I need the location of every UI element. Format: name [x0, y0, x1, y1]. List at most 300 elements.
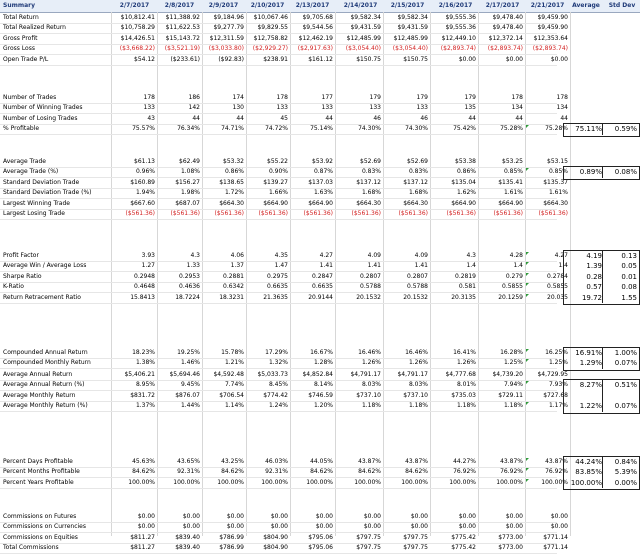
table-cell[interactable]: $9,544.56 — [302, 24, 333, 32]
table-cell[interactable]: $12,311.59 — [209, 34, 244, 42]
table-cell[interactable]: $14,426.51 — [120, 34, 155, 42]
table-cell[interactable]: 133 — [321, 104, 333, 112]
date-header[interactable]: 2/16/2017 — [438, 2, 473, 9]
table-cell[interactable]: $839.40 — [175, 533, 200, 541]
table-cell[interactable]: 100.00% — [449, 478, 476, 486]
average-value[interactable]: 44.24% — [575, 458, 602, 466]
average-value[interactable]: 16.91% — [575, 349, 602, 357]
table-cell[interactable]: 1.41 — [414, 262, 428, 270]
table-cell[interactable]: $786.99 — [219, 533, 244, 541]
table-cell[interactable]: 1.63% — [313, 189, 333, 197]
table-cell[interactable]: 1.68% — [361, 189, 381, 197]
average-value[interactable]: 1.22% — [579, 402, 602, 411]
table-cell[interactable]: 74.30% — [358, 125, 381, 133]
table-cell[interactable]: $4,791.17 — [397, 371, 428, 378]
table-cell[interactable]: $811.27 — [130, 544, 155, 552]
table-cell[interactable]: 15.78% — [221, 349, 244, 356]
table-cell[interactable]: $0.00 — [226, 513, 244, 520]
row-label[interactable]: Compounded Annual Return — [3, 349, 88, 356]
table-cell[interactable]: 43.87% — [500, 458, 523, 465]
table-cell[interactable]: 84.62% — [405, 468, 428, 476]
table-cell[interactable]: $797.75 — [403, 533, 428, 541]
table-cell[interactable]: $9,582.34 — [397, 14, 428, 21]
table-cell[interactable]: 21.3635 — [263, 293, 288, 301]
table-cell[interactable]: $0.00 — [550, 513, 568, 520]
table-cell[interactable]: ($3,054.40) — [392, 45, 428, 53]
table-cell[interactable]: $0.00 — [315, 513, 333, 520]
table-cell[interactable]: 178 — [143, 94, 155, 101]
table-cell[interactable]: $771.14 — [543, 533, 568, 541]
row-label[interactable]: Total Realized Return — [3, 24, 66, 32]
table-cell[interactable]: ($561.36) — [446, 210, 476, 217]
table-cell[interactable]: 75.42% — [453, 125, 476, 133]
table-cell[interactable]: $62.49 — [179, 158, 200, 165]
row-label[interactable]: Average Trade — [3, 158, 46, 165]
row-label[interactable]: Standard Deviation Trade (%) — [3, 189, 92, 197]
average-value[interactable]: 19.72 — [581, 293, 602, 302]
table-cell[interactable]: $9,555.36 — [445, 24, 476, 32]
table-cell[interactable]: 100.00% — [261, 478, 288, 486]
table-cell[interactable]: 0.2953 — [179, 272, 200, 280]
table-cell[interactable]: 100.00% — [173, 478, 200, 486]
table-cell[interactable]: 44 — [468, 114, 476, 122]
table-cell[interactable]: 16.25% — [545, 349, 568, 356]
table-cell[interactable]: 4.06 — [230, 252, 244, 259]
table-cell[interactable]: 4.27 — [554, 252, 568, 259]
table-cell[interactable]: 0.83% — [408, 168, 428, 176]
table-cell[interactable]: $0.00 — [505, 513, 523, 520]
table-cell[interactable]: 100.00% — [306, 478, 333, 486]
table-cell[interactable]: 1.28% — [313, 359, 333, 367]
table-cell[interactable]: 0.90% — [268, 168, 288, 176]
table-cell[interactable]: 179 — [464, 94, 476, 101]
table-cell[interactable]: 0.6635 — [312, 283, 333, 291]
table-cell[interactable]: 16.67% — [310, 349, 333, 356]
average-value[interactable]: 1.39 — [586, 262, 602, 271]
table-cell[interactable]: ($561.36) — [538, 210, 568, 217]
row-label[interactable]: Return Retracement Ratio — [3, 293, 81, 301]
table-cell[interactable]: $4,791.17 — [350, 371, 381, 378]
table-cell[interactable]: $0.00 — [410, 513, 428, 520]
table-cell[interactable]: 18.3231 — [219, 293, 244, 301]
row-label[interactable]: Average Monthly Return — [3, 391, 76, 399]
table-cell[interactable]: 8.45% — [268, 381, 288, 389]
table-cell[interactable]: 20.035 — [547, 293, 568, 301]
average-value[interactable]: 83.85% — [575, 468, 602, 477]
table-cell[interactable]: $706.54 — [219, 391, 244, 399]
table-cell[interactable]: $0.00 — [315, 523, 333, 531]
table-cell[interactable]: $0.00 — [270, 513, 288, 520]
table-cell[interactable]: 1.27 — [141, 262, 155, 270]
table-cell[interactable]: $52.69 — [407, 158, 428, 165]
table-cell[interactable]: $5,694.46 — [169, 371, 200, 378]
table-cell[interactable]: $135.37 — [543, 178, 568, 186]
table-cell[interactable]: $727.68 — [543, 391, 568, 399]
table-cell[interactable]: 43.25% — [221, 458, 244, 465]
table-cell[interactable]: $9,431.59 — [350, 24, 381, 32]
table-cell[interactable]: 1.38% — [135, 359, 155, 367]
table-cell[interactable]: 0.2847 — [312, 272, 333, 280]
table-cell[interactable]: 43.87% — [545, 458, 568, 465]
table-cell[interactable]: 43.65% — [177, 458, 200, 465]
table-cell[interactable]: $797.75 — [356, 533, 381, 541]
table-cell[interactable]: $664.30 — [403, 199, 428, 207]
table-cell[interactable]: $795.06 — [308, 533, 333, 541]
date-header[interactable]: 2/15/2017 — [390, 2, 425, 9]
table-cell[interactable]: 178 — [276, 94, 288, 101]
table-cell[interactable]: 15.8413 — [130, 293, 155, 301]
table-cell[interactable]: $0.00 — [137, 523, 155, 531]
table-cell[interactable]: 4.3 — [466, 252, 476, 259]
table-cell[interactable]: ($3,521.19) — [164, 45, 200, 53]
table-cell[interactable]: $9,277.79 — [213, 24, 244, 32]
table-cell[interactable]: 0.2948 — [134, 272, 155, 280]
table-cell[interactable]: 0.85% — [548, 168, 568, 176]
table-cell[interactable]: 1.08% — [180, 168, 200, 176]
table-cell[interactable]: $664.90 — [308, 199, 333, 207]
table-cell[interactable]: 75.57% — [132, 125, 155, 133]
row-label[interactable]: Percent Years Profitable — [3, 478, 74, 486]
row-label[interactable]: Total Commissions — [3, 544, 59, 552]
std-dev-value[interactable]: 1.55 — [621, 293, 637, 302]
summary-header[interactable]: Summary — [3, 2, 36, 9]
row-label[interactable]: Total Return — [3, 14, 39, 21]
table-cell[interactable]: $160.89 — [130, 178, 155, 186]
table-cell[interactable]: $773.00 — [498, 533, 523, 541]
table-cell[interactable]: 4.09 — [367, 252, 381, 259]
table-cell[interactable]: 1.33 — [186, 262, 200, 270]
table-cell[interactable]: 1.37 — [230, 262, 244, 270]
table-cell[interactable]: 20.1532 — [403, 293, 428, 301]
table-cell[interactable]: $771.14 — [543, 544, 568, 552]
table-cell[interactable]: $0.00 — [270, 523, 288, 531]
table-cell[interactable]: 4.28 — [509, 252, 523, 259]
table-cell[interactable]: $9,459.90 — [537, 14, 568, 21]
table-cell[interactable]: 130 — [232, 104, 244, 112]
table-cell[interactable]: $12,462.19 — [298, 34, 333, 42]
table-cell[interactable]: $0.00 — [550, 55, 568, 63]
table-cell[interactable]: 0.87% — [313, 168, 333, 176]
table-cell[interactable]: 134 — [511, 104, 523, 112]
table-cell[interactable]: 1.61% — [503, 189, 523, 197]
table-cell[interactable]: 8.03% — [361, 381, 381, 389]
table-cell[interactable]: $4,852.84 — [302, 371, 333, 378]
table-cell[interactable]: 20.1532 — [356, 293, 381, 301]
table-cell[interactable]: 1.25% — [548, 359, 568, 367]
table-cell[interactable]: 174 — [232, 94, 244, 101]
table-cell[interactable]: $11,388.92 — [165, 14, 200, 21]
table-cell[interactable]: ($561.36) — [258, 210, 288, 217]
table-cell[interactable]: 133 — [369, 104, 381, 112]
table-cell[interactable]: $9,829.55 — [257, 24, 288, 32]
std-dev-value[interactable]: 0.07% — [614, 359, 637, 368]
std-dev-value[interactable]: 0.51% — [614, 381, 637, 390]
table-cell[interactable]: 84.62% — [132, 468, 155, 476]
table-cell[interactable]: 1.41 — [367, 262, 381, 270]
table-cell[interactable]: 75.28% — [545, 125, 568, 133]
table-cell[interactable]: 1.18% — [408, 402, 428, 410]
table-cell[interactable]: 4.3 — [190, 252, 200, 259]
row-label[interactable]: Number of Losing Trades — [3, 114, 78, 122]
table-cell[interactable]: 0.96% — [135, 168, 155, 176]
table-cell[interactable]: $775.42 — [451, 533, 476, 541]
table-cell[interactable]: 44 — [192, 114, 200, 122]
table-cell[interactable]: $0.00 — [182, 523, 200, 531]
table-cell[interactable]: 3.93 — [141, 252, 155, 259]
table-cell[interactable]: $0.00 — [505, 523, 523, 531]
table-cell[interactable]: 75.14% — [310, 125, 333, 133]
table-cell[interactable]: ($561.36) — [493, 210, 523, 217]
row-label[interactable]: Compounded Monthly Return — [3, 359, 91, 367]
table-cell[interactable]: 1.18% — [361, 402, 381, 410]
row-label[interactable]: Average Annual Return (%) — [3, 381, 85, 389]
table-cell[interactable]: $135.04 — [451, 178, 476, 186]
average-value[interactable]: 0.28 — [586, 272, 602, 281]
table-cell[interactable]: 46 — [420, 114, 428, 122]
table-cell[interactable]: 100.00% — [128, 478, 155, 486]
table-cell[interactable]: 43.87% — [405, 458, 428, 465]
table-cell[interactable]: 46.03% — [265, 458, 288, 465]
table-cell[interactable]: ($561.36) — [170, 210, 200, 217]
table-cell[interactable]: $137.12 — [403, 178, 428, 186]
table-cell[interactable]: 44 — [560, 114, 568, 122]
table-cell[interactable]: $735.03 — [451, 391, 476, 399]
table-cell[interactable]: $664.90 — [498, 199, 523, 207]
table-cell[interactable]: ($2,893.74) — [532, 45, 568, 53]
table-cell[interactable]: $795.06 — [308, 544, 333, 552]
table-cell[interactable]: 0.5855 — [502, 283, 523, 291]
table-cell[interactable]: $161.12 — [308, 55, 333, 63]
table-cell[interactable]: 134 — [556, 104, 568, 112]
table-cell[interactable]: ($2,917.63) — [297, 45, 333, 53]
row-label[interactable]: Open Trade P/L — [3, 55, 49, 63]
table-cell[interactable]: 76.34% — [177, 125, 200, 133]
table-cell[interactable]: 17.29% — [265, 349, 288, 356]
table-cell[interactable]: 92.31% — [177, 468, 200, 476]
table-cell[interactable]: ($561.36) — [125, 210, 155, 217]
table-cell[interactable]: 0.5855 — [547, 283, 568, 291]
average-value[interactable]: 0.89% — [579, 168, 602, 177]
table-cell[interactable]: $729.11 — [498, 391, 523, 399]
row-label[interactable]: Gross Profit — [3, 34, 38, 42]
table-cell[interactable]: $53.25 — [502, 158, 523, 165]
table-cell[interactable]: 92.31% — [265, 468, 288, 476]
row-label[interactable]: Average Annual Return — [3, 371, 73, 378]
table-cell[interactable]: $137.03 — [308, 178, 333, 186]
table-cell[interactable]: 0.86% — [224, 168, 244, 176]
table-cell[interactable]: 133 — [416, 104, 428, 112]
table-cell[interactable]: $811.27 — [130, 533, 155, 541]
table-cell[interactable]: 1.72% — [224, 189, 244, 197]
table-cell[interactable]: 1.20% — [313, 402, 333, 410]
table-cell[interactable]: 0.2819 — [455, 272, 476, 280]
std-dev-header[interactable]: Std Dev — [608, 2, 636, 9]
average-value[interactable]: 4.19 — [586, 252, 602, 260]
row-label[interactable]: % Profitable — [3, 125, 40, 133]
table-cell[interactable]: $876.07 — [175, 391, 200, 399]
table-cell[interactable]: $54.12 — [134, 55, 155, 63]
table-cell[interactable]: 1.4 — [558, 262, 568, 270]
std-dev-value[interactable]: 0.01 — [621, 272, 637, 281]
table-cell[interactable]: $53.92 — [312, 158, 333, 165]
table-cell[interactable]: $150.75 — [403, 55, 428, 63]
table-cell[interactable]: 84.62% — [310, 468, 333, 476]
table-cell[interactable]: $773.00 — [498, 544, 523, 552]
table-cell[interactable]: $0.00 — [410, 523, 428, 531]
table-cell[interactable]: $0.00 — [226, 523, 244, 531]
table-cell[interactable]: 8.01% — [456, 381, 476, 389]
table-cell[interactable]: 1.26% — [408, 359, 428, 367]
average-value[interactable]: 0.57 — [586, 283, 602, 292]
table-cell[interactable]: $775.42 — [451, 544, 476, 552]
table-cell[interactable]: $0.00 — [458, 55, 476, 63]
table-cell[interactable]: $0.00 — [182, 513, 200, 520]
table-cell[interactable]: 46 — [373, 114, 381, 122]
table-cell[interactable]: 135 — [464, 104, 476, 112]
table-cell[interactable]: $664.30 — [356, 199, 381, 207]
table-cell[interactable]: 4.35 — [274, 252, 288, 259]
table-cell[interactable]: $139.27 — [263, 178, 288, 186]
table-cell[interactable]: $61.13 — [134, 158, 155, 165]
table-cell[interactable]: 75.28% — [500, 125, 523, 133]
row-label[interactable]: Percent Months Profitable — [3, 468, 80, 476]
table-cell[interactable]: $9,582.34 — [350, 14, 381, 21]
date-header[interactable]: 2/10/2017 — [250, 2, 285, 9]
table-cell[interactable]: 1.21% — [224, 359, 244, 367]
table-cell[interactable]: $138.65 — [219, 178, 244, 186]
average-header[interactable]: Average — [572, 2, 600, 9]
table-cell[interactable]: 43 — [147, 114, 155, 122]
table-cell[interactable]: 43.87% — [358, 458, 381, 465]
table-cell[interactable]: ($561.36) — [398, 210, 428, 217]
table-cell[interactable]: ($233.61) — [170, 55, 200, 63]
average-value[interactable]: 1.29% — [579, 359, 602, 368]
table-cell[interactable]: 45 — [280, 114, 288, 122]
table-cell[interactable]: 16.46% — [358, 349, 381, 356]
table-cell[interactable]: 4.27 — [319, 252, 333, 259]
table-cell[interactable]: $687.07 — [175, 199, 200, 207]
table-cell[interactable]: 179 — [416, 94, 428, 101]
table-cell[interactable]: 16.41% — [453, 349, 476, 356]
table-cell[interactable]: $53.32 — [223, 158, 244, 165]
table-cell[interactable]: $667.60 — [130, 199, 155, 207]
table-cell[interactable]: $11,622.53 — [165, 24, 200, 32]
table-cell[interactable]: 100.00% — [354, 478, 381, 486]
table-cell[interactable]: 100.00% — [401, 478, 428, 486]
date-header[interactable]: 2/14/2017 — [343, 2, 378, 9]
table-cell[interactable]: $12,485.99 — [393, 34, 428, 42]
row-label[interactable]: Average Win / Average Loss — [3, 262, 87, 270]
table-cell[interactable]: $9,478.40 — [492, 24, 523, 32]
row-label[interactable]: Number of Winning Trades — [3, 104, 83, 112]
table-cell[interactable]: $664.30 — [543, 199, 568, 207]
table-cell[interactable]: 179 — [369, 94, 381, 101]
table-cell[interactable]: 0.5788 — [360, 283, 381, 291]
table-cell[interactable]: $664.30 — [219, 199, 244, 207]
table-cell[interactable]: $4,777.68 — [445, 371, 476, 378]
table-cell[interactable]: $5,406.21 — [124, 371, 155, 378]
table-cell[interactable]: 19.25% — [177, 349, 200, 356]
table-cell[interactable]: 1.18% — [456, 402, 476, 410]
table-cell[interactable]: 44 — [325, 114, 333, 122]
date-header[interactable]: 2/9/2017 — [208, 2, 239, 9]
table-cell[interactable]: 7.94% — [503, 381, 523, 389]
std-dev-value[interactable]: 0.84% — [614, 458, 637, 466]
table-cell[interactable]: 1.26% — [361, 359, 381, 367]
table-cell[interactable]: 0.4648 — [134, 283, 155, 291]
table-cell[interactable]: $9,705.68 — [302, 14, 333, 21]
table-cell[interactable]: $137.12 — [356, 178, 381, 186]
table-cell[interactable]: 178 — [511, 94, 523, 101]
table-cell[interactable]: 45.63% — [132, 458, 155, 465]
table-cell[interactable]: 44 — [236, 114, 244, 122]
average-value[interactable]: 8.27% — [579, 381, 602, 390]
table-cell[interactable]: 0.279 — [505, 272, 523, 280]
table-cell[interactable]: 84.62% — [221, 468, 244, 476]
row-label[interactable]: Number of Trades — [3, 94, 57, 101]
table-cell[interactable]: $12,449.10 — [441, 34, 476, 42]
table-cell[interactable]: 0.6635 — [267, 283, 288, 291]
table-cell[interactable]: $737.10 — [403, 391, 428, 399]
row-label[interactable]: Profit Factor — [3, 252, 39, 259]
table-cell[interactable]: $0.00 — [458, 513, 476, 520]
table-cell[interactable]: 0.2807 — [360, 272, 381, 280]
row-label[interactable]: Average Monthly Return (%) — [3, 402, 88, 410]
table-cell[interactable]: ($561.36) — [303, 210, 333, 217]
table-cell[interactable]: 0.5788 — [407, 283, 428, 291]
table-cell[interactable]: $737.10 — [356, 391, 381, 399]
table-cell[interactable]: 18.23% — [132, 349, 155, 356]
table-cell[interactable]: 0.83% — [361, 168, 381, 176]
table-cell[interactable]: 177 — [321, 94, 333, 101]
table-cell[interactable]: 76.92% — [545, 468, 568, 476]
table-cell[interactable]: $804.90 — [263, 544, 288, 552]
table-cell[interactable]: 9.45% — [180, 381, 200, 389]
table-cell[interactable]: 100.00% — [541, 478, 568, 486]
table-cell[interactable]: $10,812.41 — [120, 14, 155, 21]
table-cell[interactable]: ($92.83) — [218, 55, 244, 63]
table-cell[interactable]: 1.18% — [503, 402, 523, 410]
table-cell[interactable]: $10,067.46 — [253, 14, 288, 21]
date-header[interactable]: 2/21/2017 — [530, 2, 565, 9]
table-cell[interactable]: 1.17% — [548, 402, 568, 410]
table-cell[interactable]: $4,592.48 — [213, 371, 244, 378]
table-cell[interactable]: $9,478.40 — [492, 14, 523, 21]
table-cell[interactable]: 7.93% — [548, 381, 568, 389]
table-cell[interactable]: 1.61% — [548, 189, 568, 197]
table-cell[interactable]: 100.00% — [217, 478, 244, 486]
std-dev-value[interactable]: 0.13 — [621, 252, 637, 260]
table-cell[interactable]: $12,353.64 — [533, 34, 568, 42]
table-cell[interactable]: $156.27 — [175, 178, 200, 186]
table-cell[interactable]: 1.62% — [456, 189, 476, 197]
row-label[interactable]: Gross Loss — [3, 45, 35, 53]
table-cell[interactable]: $0.00 — [505, 55, 523, 63]
row-label[interactable]: Largest Losing Trade — [3, 210, 65, 217]
std-dev-value[interactable]: 0.59% — [614, 125, 637, 134]
table-cell[interactable]: 16.28% — [500, 349, 523, 356]
table-cell[interactable]: $10,758.29 — [120, 24, 155, 32]
table-cell[interactable]: 133 — [143, 104, 155, 112]
table-cell[interactable]: 76.92% — [453, 468, 476, 476]
table-cell[interactable]: 0.2807 — [407, 272, 428, 280]
table-cell[interactable]: 74.72% — [265, 125, 288, 133]
average-value[interactable]: 100.00% — [570, 478, 602, 487]
table-cell[interactable]: 1.44% — [180, 402, 200, 410]
date-header[interactable]: 2/13/2017 — [295, 2, 330, 9]
std-dev-value[interactable]: 5.39% — [614, 468, 637, 477]
table-cell[interactable]: $135.41 — [498, 178, 523, 186]
